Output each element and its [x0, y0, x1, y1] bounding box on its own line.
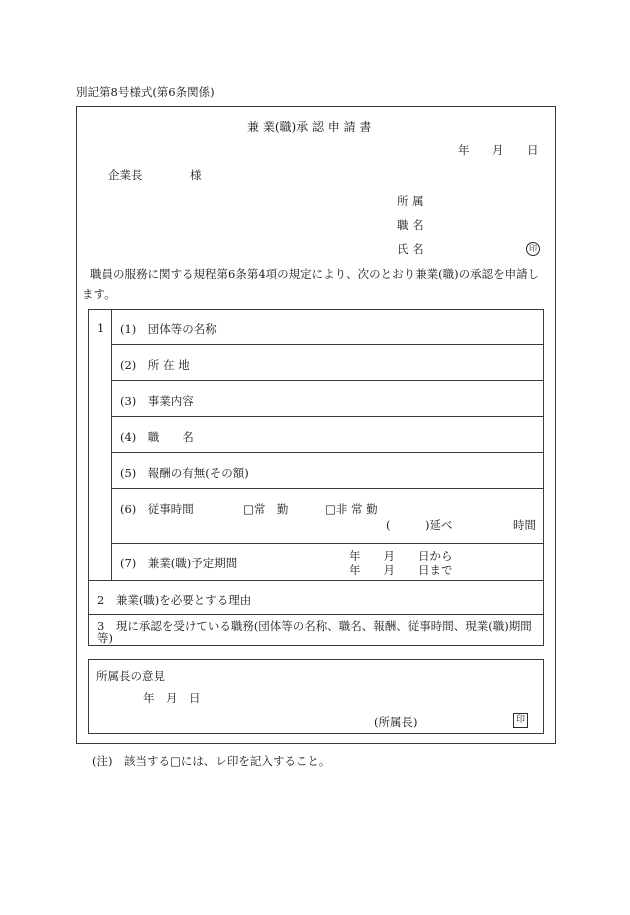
form-title: 兼 業(職)承 認 申 請 書: [247, 120, 372, 134]
row-location: (2) 所 在 地: [120, 358, 190, 372]
section2-reason: 2 兼業(職)を必要とする理由: [97, 593, 252, 607]
name-label: 氏 名: [397, 242, 424, 256]
date-day: 日: [527, 143, 539, 157]
row-business: (3) 事業内容: [120, 394, 194, 408]
opinion-signer: (所属長): [374, 715, 418, 729]
date-month: 月: [492, 143, 504, 157]
opinion-title: 所属長の意見: [96, 669, 165, 683]
row-organization-name: (1) 団体等の名称: [120, 322, 217, 336]
addressee: 企業長: [108, 168, 143, 182]
section1-number: 1: [97, 321, 105, 335]
hours-extension: ( )延べ: [386, 518, 453, 532]
checkbox-irregular[interactable]: □非 常 勤: [325, 502, 378, 516]
section3-current-duties: 3 現に承認を受けている職務(団体等の名称、職名、報酬、従事時間、現業(職)期間等): [97, 619, 532, 645]
row-position: (4) 職 名: [120, 430, 194, 444]
applicant-seal: 印: [526, 242, 540, 256]
affiliation-label: 所 属: [397, 194, 424, 208]
checkbox-regular[interactable]: □常 勤: [243, 502, 289, 516]
row-period: (7) 兼業(職)予定期間: [120, 556, 238, 570]
form-number: 別記第8号様式(第6条関係): [76, 85, 215, 99]
position-label: 職 名: [397, 218, 424, 232]
footnote: (注) 該当する□には、レ印を記入すること。: [92, 754, 331, 768]
intro-line-1: 職員の服務に関する規程第6条第4項の規定により、次のとおり兼業(職)の承認を申請し: [90, 267, 540, 281]
row-remuneration: (5) 報酬の有無(その額): [120, 466, 249, 480]
addressee-suffix: 様: [190, 168, 202, 182]
period-from: 年 月 日から: [349, 549, 453, 563]
opinion-date: 年 月 日: [143, 691, 201, 705]
opinion-seal: 印: [513, 713, 528, 728]
period-to: 年 月 日まで: [349, 563, 453, 577]
intro-line-2: ます。: [82, 287, 116, 301]
section1-divider: [111, 309, 112, 580]
hours-unit: 時間: [513, 518, 536, 532]
row-working-hours: (6) 従事時間: [120, 502, 194, 516]
date-year: 年: [458, 143, 470, 157]
